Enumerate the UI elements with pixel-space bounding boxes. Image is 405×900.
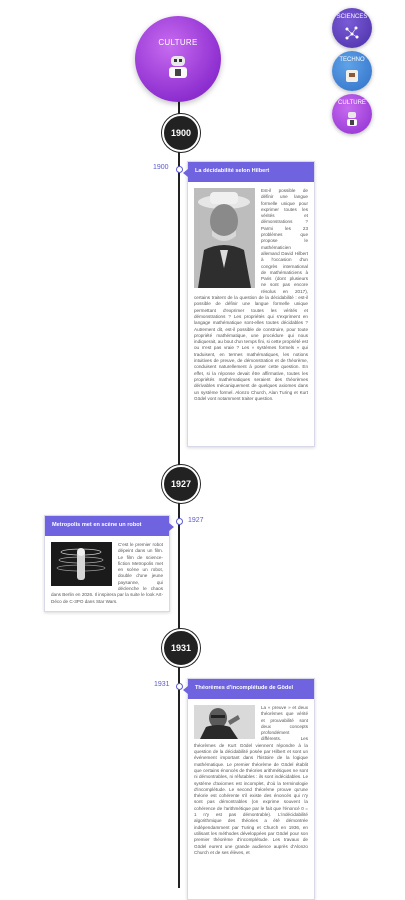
card-pointer bbox=[169, 523, 174, 531]
timeline-dot bbox=[176, 683, 183, 690]
godel-portrait-image bbox=[194, 705, 255, 739]
year-badge-1927: 1927 bbox=[162, 465, 200, 503]
network-icon bbox=[344, 25, 360, 46]
category-label: SCIENCES bbox=[336, 14, 368, 20]
hero-label: CULTURE bbox=[158, 38, 198, 47]
hilbert-portrait-image bbox=[194, 188, 255, 288]
robot-icon bbox=[166, 54, 190, 85]
event-description: Est-il possible de définir une langue formelle unique pour exprimer toutes les vérités et démonstrations ? Parmi les 23 problèmes que propose le mathématicien allemand David Hilbert à l'occasion d'un congrès international de mathématiciens à Paris (dont plusieurs ne sont pas encore résolus en 2017), certains traitent de la question de la décidabilité : est-il possible de définir une langue formelle unique permettant d'exprimer toutes les vérités et démonstrations ? Les propriétés qui s'expriment en langage mathématique sont-elles toutes décidables ? Autrement dit, est-il possible de construire, pour toute propriété mathématique, une procédure qui nous indiquerait, au bout d'un temps fini, si cette propriété est ou n'est pas vraie ? Les « systèmes formels » qui traduisent, en termes mathématiques, les notions intuitives de preuve, de démonstration et de théorème, conduisent naturellement à poser cette question. En effet, si la réponse devait être affirmative, toutes les propriétés mathématiques seraient des théorèmes dérivables mécaniquement de quelques axiomes dans un système formel. Alonzo Church, Alan Turing et Kurt Gödel vont notamment traiter question. bbox=[194, 188, 308, 401]
event-title: Théorèmes d'incomplétude de Gödel bbox=[188, 679, 314, 699]
category-techno-button[interactable] bbox=[332, 51, 372, 91]
card-pointer bbox=[183, 169, 188, 177]
year-badge-1931: 1931 bbox=[162, 629, 200, 667]
robot-icon bbox=[344, 111, 360, 132]
event-description: La « preuve » et deux théorèmes que vérité et prouvabilité sont deux concepts profondément différents. Les théorèmes de Kurt Gödel viennent répondre à la question de la décidabilité posée par Hilbert et sont un événement important dans l'histoire de la logique mathématique. Le premier théorème de Gödel établit que certains énoncés de théories arithmétiques ne sont ni démontrables, ni réfutables : ils sont indécidables. Le système d'axiomes est incomplet, d'où la terminologie d'incomplétude. Le second théorème prouve qu'une théorie est cohérente s'il existe des énoncés qui n'y sont pas démontrables (on exprime souvent la cohérence de l'arithmétique par le fait que l'énoncé 0 = 1 n'y est pas démontrable). L'indécidabilité algorithmique des théories a été démontrée indépendamment par Turing et Church en 1936, en utilisant les méthodes développées par Gödel pour son premier théorème d'incomplétude. Les travaux de Gödel eurent une grande audience auprès d'Alonzo Church et de ses élèves, et bbox=[194, 705, 308, 855]
event-card-godel[interactable] bbox=[187, 678, 315, 900]
category-label: CULTURE bbox=[338, 100, 366, 106]
category-culture-button[interactable] bbox=[332, 94, 372, 134]
timeline-dot bbox=[176, 518, 183, 525]
year-link-1927[interactable]: 1927 bbox=[188, 517, 204, 524]
metropolis-robot-image bbox=[51, 542, 112, 586]
card-pointer bbox=[183, 686, 188, 694]
event-card-metropolis[interactable] bbox=[44, 515, 170, 612]
year-link-1931[interactable]: 1931 bbox=[154, 681, 170, 688]
category-hero-culture bbox=[135, 16, 221, 102]
timeline-dot bbox=[176, 166, 183, 173]
event-title: Metropolis met en scène un robot bbox=[45, 516, 169, 536]
event-description: C'est le premier robot dépeint dans un film. Le film de science-fiction Metropolis met en scène un robot, double d'une jeune paysanne, qui déclenche le chaos dans Berlin en 2026. Il inspirera par la suite le look Art-Déco de C-3PO dans Star Wars. bbox=[51, 542, 163, 604]
category-sciences-button[interactable] bbox=[332, 8, 372, 48]
event-card-hilbert[interactable] bbox=[187, 161, 315, 447]
year-badge-1900: 1900 bbox=[162, 114, 200, 152]
category-label: TECHNO bbox=[339, 57, 365, 63]
event-title: La décidabilité selon Hilbert bbox=[188, 162, 314, 182]
robot-icon bbox=[344, 68, 360, 89]
year-link-1900[interactable]: 1900 bbox=[153, 164, 169, 171]
